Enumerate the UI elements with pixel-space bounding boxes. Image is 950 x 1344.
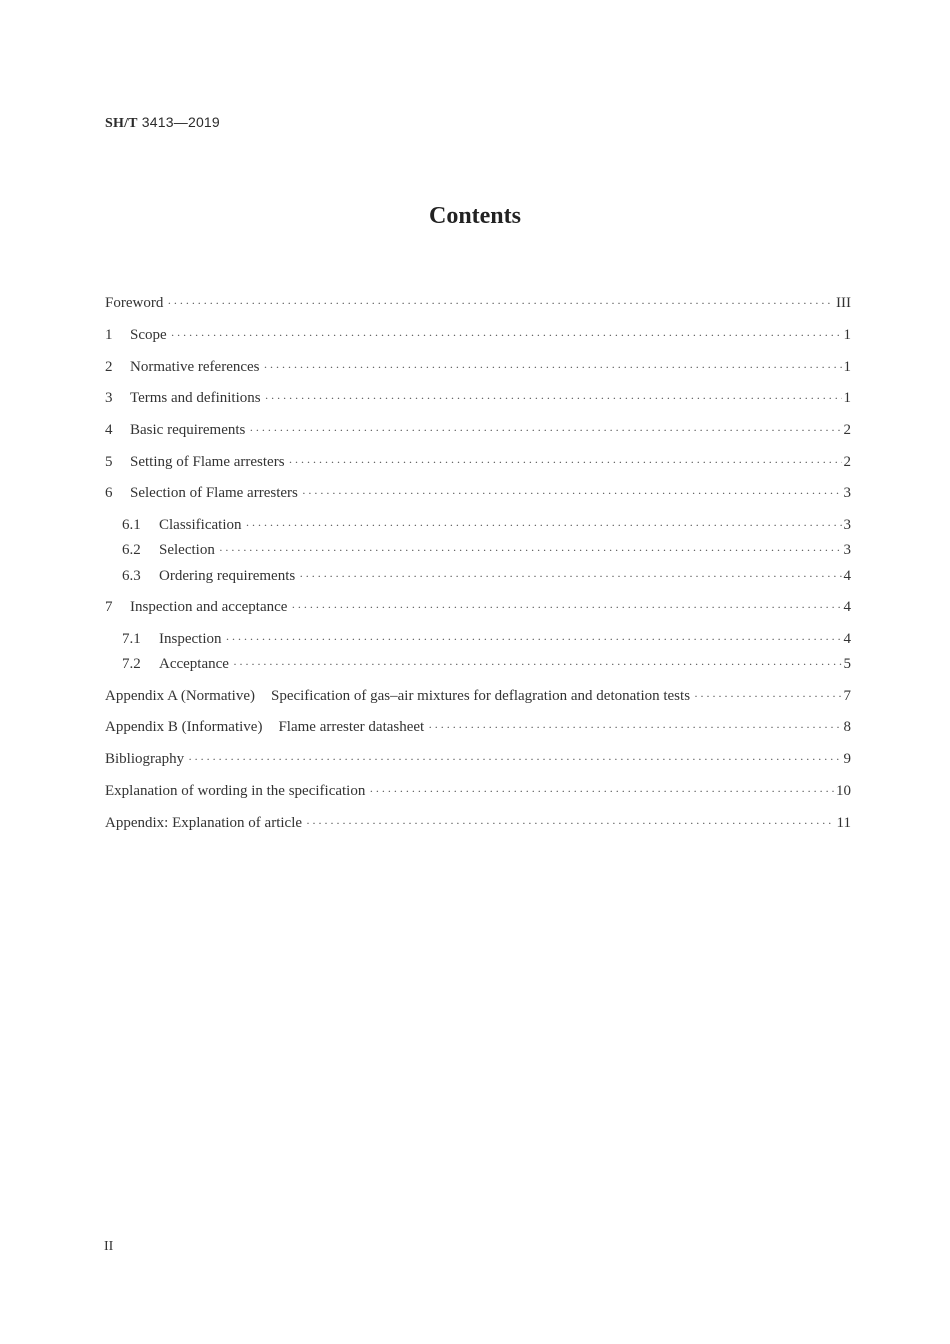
page-number-footer: II xyxy=(104,1239,114,1254)
toc-entry-title: Basic requirements xyxy=(130,422,246,438)
toc-entry-appendix-a[interactable] xyxy=(105,686,851,706)
toc-entry-title: Bibliography xyxy=(105,751,185,767)
toc-section-number: 4 xyxy=(105,422,113,438)
toc-page-number: 11 xyxy=(836,815,851,831)
toc-entry-title: Selection of Flame arresters xyxy=(130,485,298,501)
toc-section-number: 7.1 xyxy=(122,631,141,647)
toc-section-number: 1 xyxy=(105,327,113,343)
toc-leader-dots xyxy=(171,325,842,345)
toc-leader-dots xyxy=(167,293,834,313)
toc-section-number: 7.2 xyxy=(122,656,141,672)
toc-entry-title: Inspection and acceptance xyxy=(130,599,288,615)
toc-leader-dots xyxy=(233,654,842,674)
toc-entry-title: Foreword xyxy=(105,295,164,311)
toc-entry-setting-flame-arresters[interactable] xyxy=(105,452,851,472)
toc-entry-acceptance[interactable] xyxy=(122,654,851,674)
toc-entry-basic-requirements[interactable] xyxy=(105,420,851,440)
toc-entry-title: Acceptance xyxy=(159,656,229,672)
toc-leader-dots xyxy=(289,452,842,472)
toc-entry-foreword[interactable] xyxy=(105,293,851,313)
toc-entry-bibliography[interactable] xyxy=(105,749,851,769)
toc-entry-scope[interactable] xyxy=(105,325,851,345)
toc-page-number: 3 xyxy=(843,485,851,501)
toc-entry-ordering-requirements[interactable] xyxy=(122,566,851,586)
toc-entry-title: Classification xyxy=(159,517,242,533)
toc-leader-dots xyxy=(306,813,835,833)
toc-entry-inspection[interactable] xyxy=(122,629,851,649)
toc-page-number: 2 xyxy=(843,454,851,470)
toc-entry-title: Terms and definitions xyxy=(130,390,261,406)
toc-entry-explanation-article[interactable] xyxy=(105,813,851,833)
toc-section-number: 2 xyxy=(105,359,113,375)
toc-leader-dots xyxy=(188,749,841,769)
toc-entry-selection-flame-arresters[interactable] xyxy=(105,483,851,503)
toc-entry-terms-definitions[interactable] xyxy=(105,388,851,408)
toc-page-number: 8 xyxy=(843,719,851,735)
toc-page-number: 7 xyxy=(843,688,851,704)
toc-page-number: 3 xyxy=(843,542,851,558)
toc-page-number: 4 xyxy=(843,599,851,615)
toc-entry-appendix-b[interactable] xyxy=(105,717,851,737)
toc-entry-inspection-acceptance[interactable] xyxy=(105,597,851,617)
toc-page-number: 2 xyxy=(843,422,851,438)
toc-section-number: 7 xyxy=(105,599,113,615)
toc-page-number: 10 xyxy=(836,783,851,799)
toc-page-number: 4 xyxy=(843,568,851,584)
toc-entry-title: Normative references xyxy=(130,359,260,375)
toc-appendix-label: Appendix A (Normative) xyxy=(105,688,255,704)
toc-leader-dots xyxy=(291,597,841,617)
toc-page-number: 1 xyxy=(843,359,851,375)
toc-leader-dots xyxy=(694,686,841,706)
toc-section-number: 6.3 xyxy=(122,568,141,584)
toc-page-number: 1 xyxy=(843,390,851,406)
toc-section-number: 6 xyxy=(105,485,113,501)
toc-page-number: 4 xyxy=(843,631,851,647)
toc-leader-dots xyxy=(249,420,841,440)
toc-entry-title: Explanation of wording in the specification xyxy=(105,783,366,799)
toc-leader-dots xyxy=(225,629,841,649)
toc-leader-dots xyxy=(369,781,834,801)
toc-entry-title: Setting of Flame arresters xyxy=(130,454,285,470)
toc-page-number: 1 xyxy=(843,327,851,343)
toc-leader-dots xyxy=(264,357,842,377)
toc-entry-title: Flame arrester datasheet xyxy=(278,719,425,735)
page-title: Contents xyxy=(428,203,521,229)
toc-appendix-label: Appendix B (Informative) xyxy=(105,719,263,735)
toc-leader-dots xyxy=(219,540,842,560)
toc-entry-title: Inspection xyxy=(159,631,222,647)
toc-entry-title: Selection xyxy=(159,542,215,558)
toc-leader-dots xyxy=(265,388,842,408)
standard-number: 3413—2019 xyxy=(137,114,220,130)
toc-entry-explanation-wording[interactable] xyxy=(105,781,851,801)
toc-leader-dots xyxy=(246,515,842,535)
toc-entry-title: Appendix: Explanation of article xyxy=(105,815,303,831)
toc-section-number: 6.2 xyxy=(122,542,141,558)
toc-page-number: III xyxy=(836,295,851,311)
toc-entry-title: Scope xyxy=(130,327,167,343)
toc-page-number: 5 xyxy=(843,656,851,672)
standard-prefix: SH/T xyxy=(105,116,138,131)
toc-entry-normative-references[interactable] xyxy=(105,357,851,377)
toc-page-number: 3 xyxy=(843,517,851,533)
toc-section-number: 5 xyxy=(105,454,113,470)
toc-entry-classification[interactable] xyxy=(122,515,851,535)
toc-leader-dots xyxy=(302,483,842,503)
toc-page-number: 9 xyxy=(843,751,851,767)
toc-section-number: 3 xyxy=(105,390,113,406)
toc-leader-dots xyxy=(428,717,841,737)
standard-code xyxy=(105,114,220,132)
toc-leader-dots xyxy=(299,566,841,586)
toc-section-number: 6.1 xyxy=(122,517,141,533)
toc-entry-title: Ordering requirements xyxy=(159,568,296,584)
toc-entry-title: Specification of gas–air mixtures for deflagration and detonation tests xyxy=(270,688,691,704)
toc-entry-selection[interactable] xyxy=(122,540,851,560)
